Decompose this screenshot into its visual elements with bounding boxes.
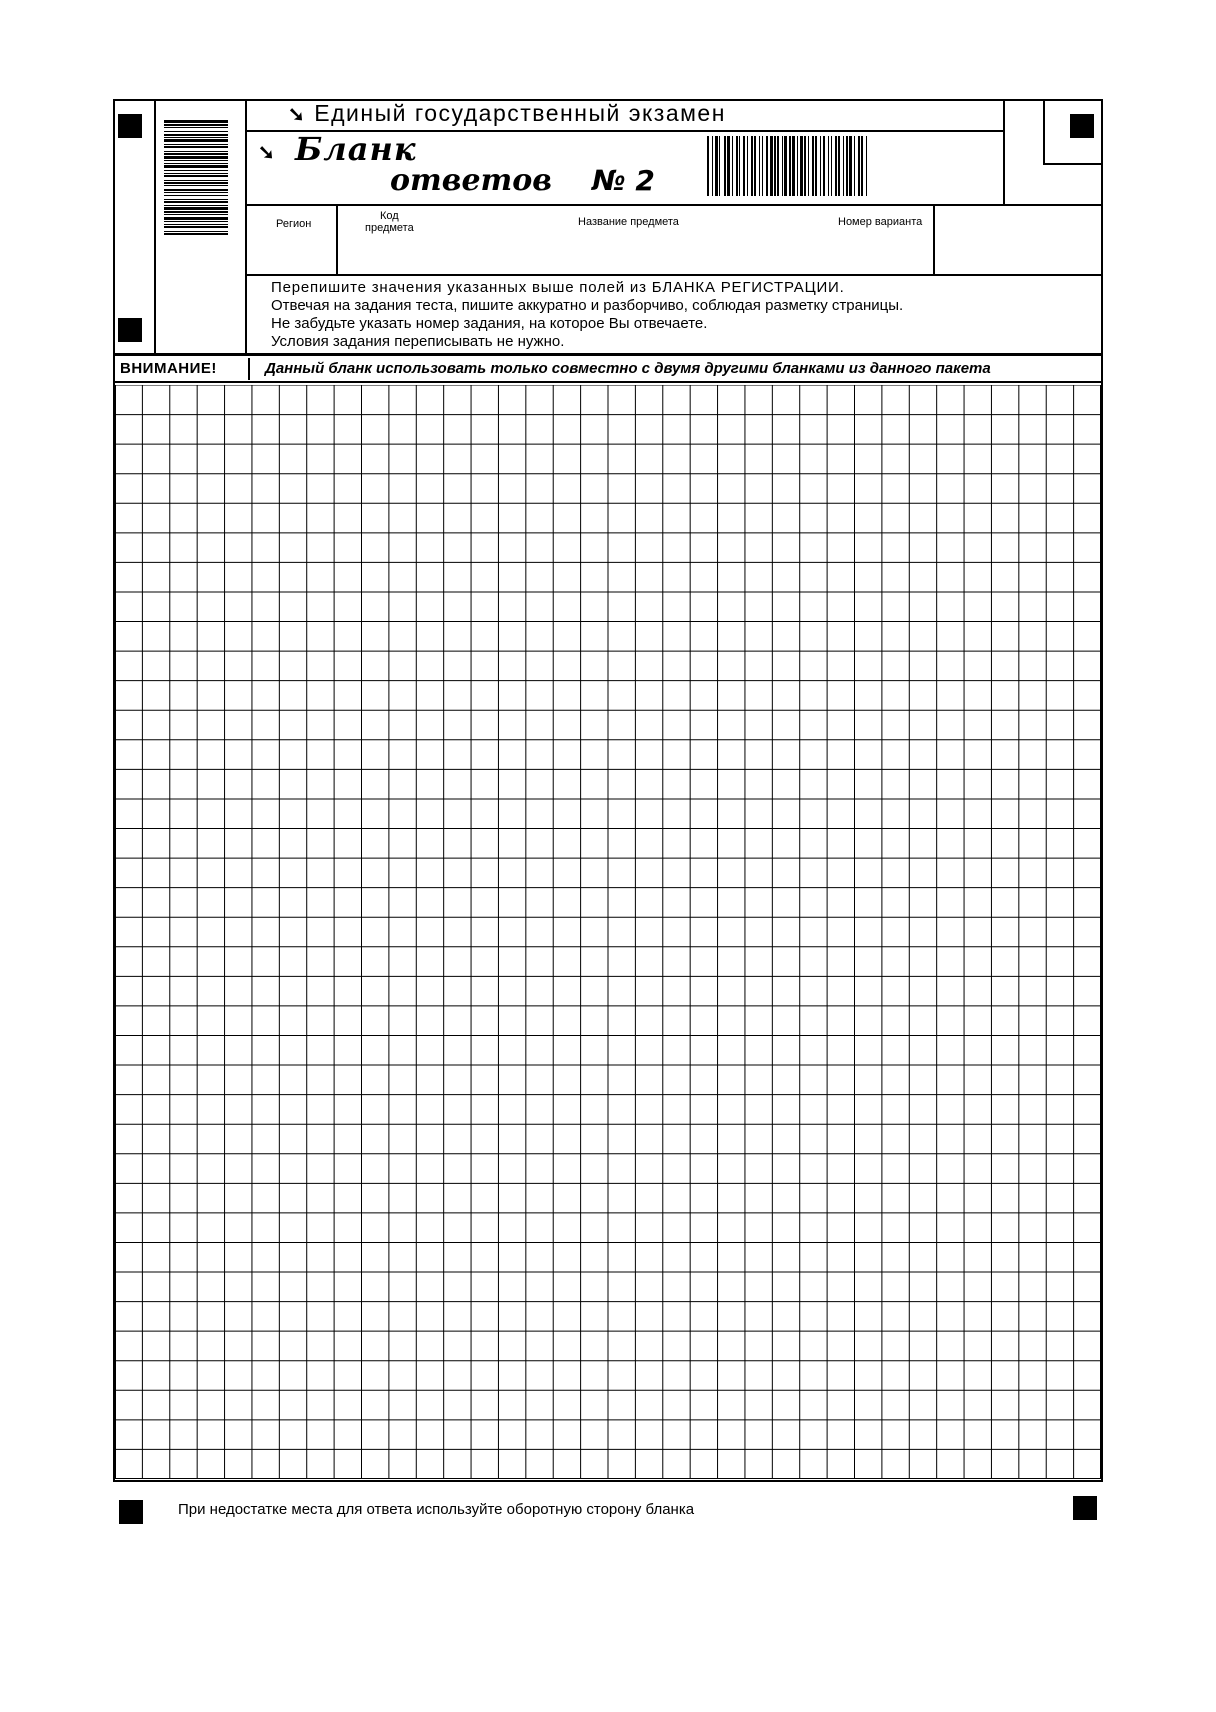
- barcode-bar: [784, 136, 787, 196]
- arrow-icon: ➘: [258, 142, 275, 164]
- barcode-bar: [732, 136, 733, 196]
- footer-note: При недостатке места для ответа используйте оборотную сторону бланка: [178, 1501, 695, 1518]
- barcode-bar: [820, 136, 821, 196]
- barcode-bar: [164, 131, 228, 132]
- field-divider-region: [336, 204, 338, 276]
- barcode-bar: [743, 136, 745, 196]
- barcode-bar: [164, 153, 228, 155]
- barcode-bar: [164, 127, 228, 128]
- barcode-bar: [823, 136, 825, 196]
- barcode-bar: [715, 136, 718, 196]
- barcode-bar: [712, 136, 713, 196]
- barcode-bar: [804, 136, 806, 196]
- barcode-bar: [766, 136, 768, 196]
- header-row-rule: [245, 204, 1101, 206]
- barcode-bar: [164, 185, 228, 186]
- right-box-rule: [1043, 163, 1101, 165]
- barcode-bar: [751, 136, 753, 196]
- answer-grid[interactable]: [115, 385, 1101, 1479]
- barcode-bar: [754, 136, 756, 196]
- left-barcode: [156, 120, 246, 335]
- attention-notice: Данный бланк использовать только совместно с двумя другими бланками из данного пакета: [265, 360, 991, 377]
- barcode-bar: [858, 136, 860, 196]
- barcode-bar: [164, 134, 228, 136]
- barcode-bar: [164, 195, 228, 196]
- header-barcode: [707, 136, 975, 198]
- barcode-bar: [164, 124, 228, 126]
- barcode-bar: [808, 136, 809, 196]
- barcode-bar: [164, 231, 228, 232]
- blank-title-line1: Бланк: [295, 130, 417, 168]
- barcode-bar: [164, 160, 228, 161]
- barcode-bar: [164, 137, 228, 138]
- barcode-bar: [164, 182, 228, 184]
- barcode-bar: [774, 136, 776, 196]
- barcode-bar: [164, 217, 228, 220]
- barcode-bar: [164, 144, 228, 145]
- region-label: Регион: [276, 218, 312, 230]
- barcode-bar: [866, 136, 867, 196]
- attention-label: ВНИМАНИЕ!: [115, 358, 250, 380]
- barcode-bar: [164, 207, 228, 210]
- barcode-bar: [828, 136, 829, 196]
- barcode-bar: [164, 165, 228, 168]
- subject-name-label: Название предмета: [578, 216, 679, 228]
- barcode-bar: [838, 136, 840, 196]
- barcode-bar: [843, 136, 844, 196]
- barcode-bar: [782, 136, 783, 196]
- barcode-bar: [164, 189, 228, 191]
- barcode-bar: [770, 136, 773, 196]
- barcode-bar: [727, 136, 730, 196]
- barcode-bar: [831, 136, 832, 196]
- instruction-line-3: Не забудьте указать номер задания, на которое Вы отвечаете.: [271, 315, 708, 332]
- barcode-bar: [164, 156, 228, 159]
- barcode-bar: [789, 136, 791, 196]
- barcode-bar: [719, 136, 720, 196]
- barcode-bar: [861, 136, 863, 196]
- attention-bottom-rule: [113, 381, 1103, 383]
- barcode-bar: [797, 136, 798, 196]
- right-box-divider: [1043, 99, 1045, 165]
- barcode-bar: [164, 224, 228, 225]
- barcode-bar: [846, 136, 848, 196]
- instruction-line-4: Условия задания переписывать не нужно.: [271, 333, 565, 350]
- barcode-bar: [812, 136, 814, 196]
- barcode-bar: [835, 136, 837, 196]
- barcode-bar: [164, 226, 228, 228]
- barcode-bar: [164, 201, 228, 203]
- subject-code-label: [365, 210, 414, 234]
- barcode-bar: [777, 136, 779, 196]
- field-divider-variant: [933, 204, 935, 276]
- instruction-line-2: Отвечая на задания теста, пишите аккуратно и разборчиво, соблюдая разметку страницы.: [271, 297, 904, 314]
- barcode-bar: [739, 136, 740, 196]
- barcode-bar: [759, 136, 760, 196]
- barcode-bar: [707, 136, 709, 196]
- barcode-bar: [724, 136, 726, 196]
- subject-code-label-line2: предмета: [365, 222, 414, 234]
- exam-title-text: Единый государственный экзамен: [314, 100, 726, 126]
- barcode-bar: [164, 151, 228, 152]
- instruction-line-1: Перепишите значения указанных выше полей из БЛАНКА РЕГИСТРАЦИИ.: [271, 279, 845, 296]
- barcode-bar: [164, 120, 228, 123]
- barcode-bar: [164, 146, 228, 148]
- barcode-bar: [164, 211, 228, 213]
- barcode-bar: [164, 221, 228, 222]
- barcode-bar: [747, 136, 748, 196]
- attention-top-rule: [113, 353, 1103, 356]
- barcode-bar: [762, 136, 763, 196]
- barcode-bar: [164, 170, 228, 171]
- barcode-bar: [164, 175, 228, 177]
- barcode-bar: [164, 173, 228, 174]
- barcode-bar: [854, 136, 855, 196]
- barcode-bar: [849, 136, 852, 196]
- blank-title-line2: ответов: [390, 163, 552, 198]
- barcode-bar: [800, 136, 803, 196]
- barcode-bar: [164, 233, 228, 235]
- barcode-bar: [792, 136, 795, 196]
- barcode-bar: [164, 214, 228, 215]
- barcode-bar: [164, 163, 228, 164]
- arrow-icon: ➘: [288, 104, 307, 126]
- registration-marker-bottom-left: [119, 1500, 143, 1524]
- blank-number: № 2: [592, 164, 655, 197]
- barcode-bar: [164, 205, 228, 206]
- barcode-bar: [164, 192, 228, 193]
- barcode-bar: [815, 136, 817, 196]
- variant-number-label: Номер варианта: [838, 216, 923, 228]
- barcode-bar: [164, 139, 228, 142]
- barcode-bar: [736, 136, 738, 196]
- header-left-divider: [245, 99, 247, 355]
- barcode-bar: [164, 180, 228, 181]
- subject-code-label-line1: Код: [380, 210, 399, 222]
- fields-bottom-rule: [245, 274, 1101, 276]
- header-right-divider: [1003, 99, 1005, 205]
- exam-title: [288, 100, 726, 127]
- barcode-bar: [164, 199, 228, 200]
- registration-marker-bottom-right: [1073, 1496, 1097, 1520]
